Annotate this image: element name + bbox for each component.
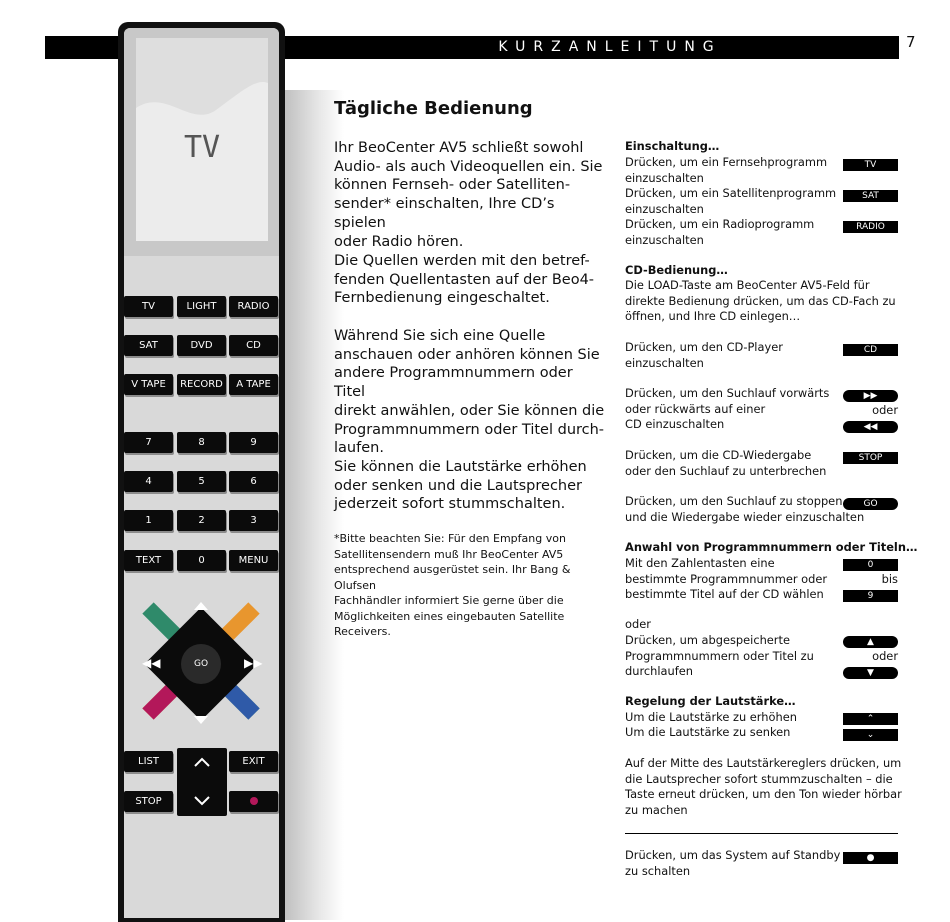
text-line: Während Sie sich eine Quelle [334,328,546,344]
text-line: Drücken, um das System auf Standby [625,848,841,862]
cd-player-instruction [625,340,783,371]
cd-heading: CD-Bedienung… [625,263,728,277]
text-line: zu schalten [625,863,691,878]
text-line: oder rückwärts auf einer [625,401,766,416]
radio-instruction [625,217,814,248]
text-line: Möglichkeiten eines eingebauten Satellite [334,609,565,623]
zero-key: 0 [843,559,898,571]
selection-paragraph [334,327,606,458]
tv-key: TV [843,159,898,171]
text-line: öffnen, und Ihre CD einlegen… [625,309,801,323]
section-title: KURZANLEITUNG [498,39,722,55]
remote-button-8: 8 [177,432,226,453]
text-line: oder Radio hören. [334,233,464,250]
remote-button-0: 0 [177,550,226,571]
text-line: Fachhändler informiert Sie gerne über die [334,594,564,607]
stop-instruction [625,448,826,479]
go-key: GO [843,498,898,510]
text-line: Receivers. [334,625,391,638]
text-line: Die Quellen werden mit den betref- [334,253,590,269]
volume-rocker [177,748,227,816]
standby-dot-icon [250,797,258,805]
text-line: Drücken, um den CD-Player [625,340,783,354]
number-instruction [625,556,827,603]
anwahl-heading: Anwahl von Programmnummern oder Titeln… [625,540,918,554]
text-line: Audio- als auch Videoquellen ein. Sie [334,158,603,175]
remote-button-record: RECORD [177,374,226,395]
text-line: Drücken, um den Suchlauf zu stoppen [625,494,843,508]
cd-intro [625,278,896,325]
remote-button-tv: TV [124,296,173,317]
remote-button-9: 9 [229,432,278,453]
step-instruction [625,633,814,680]
text-line: direkte Bedienung drücken, um das CD-Fach zu [625,293,896,308]
volume-arrows-icon [177,748,227,816]
volume-up-key: ⌃ [843,713,898,725]
text-line: zu machen [625,802,688,817]
nav-rewind-icon: ◀◀ [142,656,161,670]
text-line: Taste erneut drücken, um den Ton wieder hörbar [625,787,902,801]
text-line: einzuschalten [625,232,704,247]
remote-button-light: LIGHT [177,296,226,317]
volume-paragraph [334,458,606,514]
nav-forward-icon: ▶▶ [244,656,263,670]
text-line: Satellitensendern muß Ihr BeoCenter AV5 [334,547,564,561]
text-line: einzuschalten [625,355,704,370]
remote-go-button: GO [181,644,221,684]
text-line: die Lautsprecher sofort stummzuschalten – die [625,771,893,786]
mute-instruction [625,756,902,818]
text-line: direkt anwählen, oder Sie können die [334,402,605,419]
sources-paragraph [334,252,606,308]
text-line: Drücken, um ein Satellitenprogramm [625,186,837,200]
radio-key: RADIO [843,221,898,233]
nine-key: 9 [843,590,898,602]
standby-key: ● [843,852,898,864]
text-line: Drücken, um ein Radioprogramm [625,217,815,231]
text-line: sender* einschalten, Ihre CD’s spielen [334,196,555,231]
search-instruction [625,386,829,433]
sat-key: SAT [843,190,898,202]
remote-button-4: 4 [124,471,173,492]
tv-instruction [625,155,827,186]
volume-up-instruction: Um die Lautstärke zu erhöhen [625,710,797,724]
text-line: Fernbedienung eingeschaltet. [334,290,550,307]
intro-paragraph [334,139,606,251]
text-line: oder senken und die Lautsprecher [334,477,582,494]
text-line: laufen. [334,440,384,457]
remote-button-cd: CD [229,335,278,356]
text-line: Auf der Mitte des Lautstärkereglers drücken, um [625,756,902,770]
rewind-key: ◀◀ [843,421,898,433]
text-line: anschauen oder anhören können Sie [334,346,600,363]
fast-forward-key: ▶▶ [843,390,898,402]
stop-key: STOP [843,452,898,464]
remote-button-list: LIST [124,751,173,772]
oder-separator: oder [625,617,651,631]
text-line: jederzeit sofort stummschalten. [334,496,566,513]
remote-button-menu: MENU [229,550,278,571]
volume-heading: Regelung der Lautstärke… [625,694,796,708]
text-line: bestimmte Programmnummer oder [625,571,828,586]
text-line: *Bitte beachten Sie: Für den Empfang von [334,532,566,545]
volume-down-instruction: Um die Lautstärke zu senken [625,725,791,739]
text-line: entsprechend ausgerüstet sein. Ihr Bang & Olufsen [334,563,571,592]
nav-down-arrow-icon [194,716,208,724]
text-line: Drücken, um abgespeicherte [625,633,790,647]
text-line: Sie können die Lautstärke erhöhen [334,459,587,475]
remote-button-7: 7 [124,432,173,453]
text-line: Ihr BeoCenter AV5 schließt sowohl [334,140,584,156]
standby-instruction [625,848,840,879]
oder-label: oder [872,403,898,417]
text-line: bestimmte Titel auf der CD wählen [625,587,824,601]
text-line: oder den Suchlauf zu unterbrechen [625,463,827,478]
nav-up-arrow-icon [194,602,208,610]
text-line: können Fernseh- oder Satelliten- [334,177,571,194]
text-line: fenden Quellentasten auf der Beo4- [334,271,595,288]
remote-button-stop: STOP [124,791,173,812]
up-key: ▲ [843,636,898,648]
down-key: ▼ [843,667,898,679]
footnote [334,531,609,640]
text-line: und die Wiedergabe wieder einzuschalten [625,509,865,524]
remote-button-text: TEXT [124,550,173,571]
remote-button-vtape: V TAPE [124,374,173,395]
text-line: Mit den Zahlentasten eine [625,556,775,570]
divider [625,833,898,834]
text-line: durchlaufen [625,664,693,678]
page-heading: Tägliche Bedienung [334,98,533,119]
remote-button-exit: EXIT [229,751,278,772]
text-line: Drücken, um ein Fernsehprogramm [625,155,828,169]
remote-button-3: 3 [229,510,278,531]
cd-key: CD [843,344,898,356]
oder-label: oder [872,649,898,663]
text-line: Drücken, um den Suchlauf vorwärts [625,386,830,400]
remote-button-5: 5 [177,471,226,492]
text-line: Programmnummern oder Titel zu [625,648,814,663]
remote-button-standby [229,791,278,812]
remote-button-1: 1 [124,510,173,531]
page-number: 7 [906,33,916,51]
sat-instruction [625,186,836,217]
text-line: Die LOAD-Taste am BeoCenter AV5-Feld für [625,278,870,292]
text-line: einzuschalten [625,201,704,216]
remote-button-6: 6 [229,471,278,492]
remote-display-text: TV [183,130,221,165]
remote-button-dvd: DVD [177,335,226,356]
go-instruction [625,494,864,525]
text-line: Programmnummern oder Titel durch- [334,421,605,438]
text-line: Drücken, um die CD-Wiedergabe [625,448,812,462]
text-line: andere Programmnummern oder Titel [334,365,573,401]
remote-button-radio: RADIO [229,296,278,317]
remote-button-atape: A TAPE [229,374,278,395]
einschaltung-heading: Einschaltung… [625,139,720,153]
remote-button-2: 2 [177,510,226,531]
text-line: einzuschalten [625,170,704,185]
volume-down-key: ⌄ [843,729,898,741]
text-line: CD einzuschalten [625,417,725,431]
bis-label: bis [881,572,898,586]
remote-button-sat: SAT [124,335,173,356]
